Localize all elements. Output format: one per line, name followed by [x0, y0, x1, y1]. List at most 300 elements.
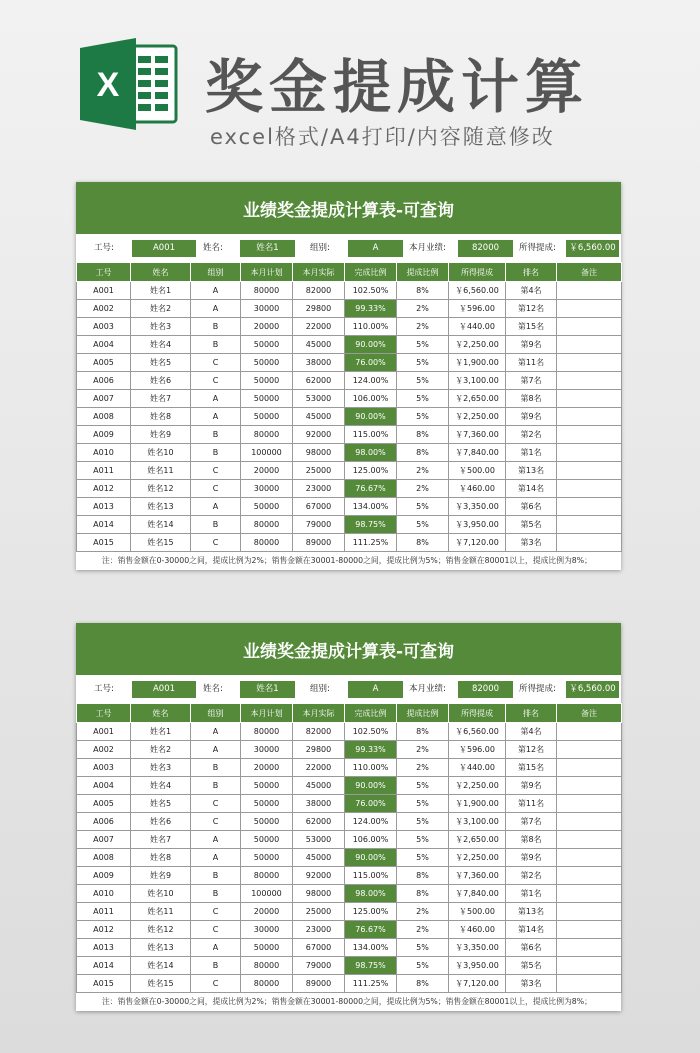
column-header: 完成比例 — [345, 263, 397, 282]
table-cell — [557, 867, 622, 885]
table-cell: 姓名15 — [131, 534, 191, 552]
table-cell: 67000 — [293, 498, 345, 516]
table-cell: A — [191, 300, 241, 318]
query-name-value: 姓名1 — [240, 681, 295, 698]
table-cell: 53000 — [293, 390, 345, 408]
table-cell: 50000 — [241, 795, 293, 813]
table-cell: 5% — [397, 498, 449, 516]
table-cell: 89000 — [293, 534, 345, 552]
table-cell: 50000 — [241, 849, 293, 867]
table-cell: 98000 — [293, 444, 345, 462]
table-cell: 76.67% — [345, 921, 397, 939]
table-row — [77, 498, 622, 516]
table-cell: A — [191, 723, 241, 741]
query-bonus-value: ￥6,560.00 — [566, 681, 619, 698]
table-cell: 5% — [397, 939, 449, 957]
table-header-row — [77, 704, 622, 723]
table-cell: 90.00% — [345, 777, 397, 795]
table-cell — [557, 534, 622, 552]
table-row — [77, 408, 622, 426]
column-header: 提成比例 — [397, 704, 449, 723]
table-cell — [557, 885, 622, 903]
table-cell — [557, 282, 622, 300]
table-row — [77, 444, 622, 462]
table-cell: 53000 — [293, 831, 345, 849]
table-cell: ￥2,250.00 — [449, 849, 506, 867]
table-cell: A008 — [77, 849, 131, 867]
table-cell: A013 — [77, 939, 131, 957]
column-header: 所得提成 — [449, 704, 506, 723]
table-cell: 第11名 — [506, 354, 557, 372]
column-header: 姓名 — [131, 704, 191, 723]
table-cell: 第1名 — [506, 444, 557, 462]
table-cell: 82000 — [293, 723, 345, 741]
table-cell: 23000 — [293, 921, 345, 939]
table-cell — [557, 939, 622, 957]
table-cell: A009 — [77, 867, 131, 885]
table-cell: ￥1,900.00 — [449, 354, 506, 372]
table-cell: 第15名 — [506, 759, 557, 777]
table-cell: 2% — [397, 300, 449, 318]
table-cell: 106.00% — [345, 831, 397, 849]
table-cell: ￥460.00 — [449, 480, 506, 498]
table-cell: 第3名 — [506, 975, 557, 993]
sheet-title: 业绩奖金提成计算表-可查询 — [76, 623, 621, 675]
table-cell: 90.00% — [345, 849, 397, 867]
table-cell: 第9名 — [506, 408, 557, 426]
commission-note: 注：销售金额在0-30000之间，提成比例为2%；销售金额在30001-80000之间，提成比例为5%；销售金额在80001以上，提成比例为8%； — [102, 997, 592, 1006]
table-cell: B — [191, 759, 241, 777]
table-cell: A002 — [77, 300, 131, 318]
table-cell: B — [191, 777, 241, 795]
table-cell: A012 — [77, 921, 131, 939]
table-cell: 29800 — [293, 741, 345, 759]
table-cell — [557, 903, 622, 921]
table-cell: 姓名2 — [131, 300, 191, 318]
table-cell: 第12名 — [506, 741, 557, 759]
table-cell: 50000 — [241, 354, 293, 372]
table-cell: A011 — [77, 462, 131, 480]
table-cell: 第13名 — [506, 462, 557, 480]
table-row — [77, 795, 622, 813]
table-cell: 第1名 — [506, 885, 557, 903]
table-cell: 45000 — [293, 336, 345, 354]
table-cell: 第2名 — [506, 867, 557, 885]
page-title: 奖金提成计算 — [205, 53, 590, 121]
table-cell: 5% — [397, 408, 449, 426]
query-sales-value: 82000 — [458, 681, 513, 698]
table-cell: 79000 — [293, 516, 345, 534]
table-cell: 125.00% — [345, 903, 397, 921]
table-row — [77, 462, 622, 480]
table-cell: 50000 — [241, 777, 293, 795]
table-cell: C — [191, 534, 241, 552]
table-cell: 姓名10 — [131, 444, 191, 462]
table-cell: 124.00% — [345, 813, 397, 831]
table-cell: C — [191, 372, 241, 390]
table-cell — [557, 426, 622, 444]
table-cell: 115.00% — [345, 867, 397, 885]
table-cell: ￥596.00 — [449, 741, 506, 759]
table-cell: 姓名8 — [131, 849, 191, 867]
table-row — [77, 516, 622, 534]
table-cell: 姓名9 — [131, 426, 191, 444]
table-cell: 100000 — [241, 444, 293, 462]
column-header: 本月计划 — [241, 263, 293, 282]
sheet-title: 业绩奖金提成计算表-可查询 — [76, 182, 621, 234]
table-cell: 50000 — [241, 939, 293, 957]
table-cell — [557, 390, 622, 408]
table-cell — [557, 480, 622, 498]
table-cell: ￥2,250.00 — [449, 408, 506, 426]
table-row — [77, 831, 622, 849]
table-cell: 姓名11 — [131, 462, 191, 480]
page-header — [0, 0, 700, 175]
table-cell: A006 — [77, 813, 131, 831]
query-id-label: 工号: — [94, 243, 114, 253]
table-cell: A004 — [77, 777, 131, 795]
table-cell: ￥3,950.00 — [449, 957, 506, 975]
page-subtitle: excel格式/A4打印/内容随意修改 — [210, 125, 555, 149]
query-id-value[interactable]: A001 — [132, 681, 196, 698]
table-cell: 5% — [397, 777, 449, 795]
table-cell: C — [191, 462, 241, 480]
table-cell: 第2名 — [506, 426, 557, 444]
table-cell: 38000 — [293, 354, 345, 372]
table-cell — [557, 444, 622, 462]
table-cell: 98000 — [293, 885, 345, 903]
table-cell: 80000 — [241, 534, 293, 552]
table-cell: ￥2,650.00 — [449, 390, 506, 408]
column-header: 本月实际 — [293, 704, 345, 723]
table-cell: 5% — [397, 354, 449, 372]
table-cell — [557, 354, 622, 372]
table-row — [77, 741, 622, 759]
table-cell: 姓名6 — [131, 813, 191, 831]
table-row — [77, 903, 622, 921]
table-cell: 2% — [397, 318, 449, 336]
table-cell: A — [191, 849, 241, 867]
table-cell: 30000 — [241, 741, 293, 759]
table-cell: 90.00% — [345, 408, 397, 426]
table-cell: A005 — [77, 795, 131, 813]
table-row — [77, 336, 622, 354]
table-cell: B — [191, 336, 241, 354]
table-cell: 2% — [397, 480, 449, 498]
table-cell: 80000 — [241, 975, 293, 993]
table-row — [77, 759, 622, 777]
table-cell: 45000 — [293, 849, 345, 867]
table-cell: 80000 — [241, 282, 293, 300]
column-header: 排名 — [506, 263, 557, 282]
table-cell: 姓名14 — [131, 957, 191, 975]
table-cell: 76.67% — [345, 480, 397, 498]
table-cell: 30000 — [241, 480, 293, 498]
table-cell: 第3名 — [506, 534, 557, 552]
table-cell: 第9名 — [506, 777, 557, 795]
table-cell: 第7名 — [506, 813, 557, 831]
table-cell: ￥3,950.00 — [449, 516, 506, 534]
table-cell: 8% — [397, 426, 449, 444]
table-cell — [557, 921, 622, 939]
table-cell: A003 — [77, 318, 131, 336]
table-row — [77, 390, 622, 408]
table-cell: 第5名 — [506, 957, 557, 975]
query-group-value: A — [348, 681, 403, 698]
query-bonus-label: 所得提成: — [519, 243, 556, 253]
table-cell: 92000 — [293, 426, 345, 444]
column-header: 本月计划 — [241, 704, 293, 723]
column-header: 备注 — [557, 704, 622, 723]
column-header: 组别 — [191, 263, 241, 282]
table-cell: A002 — [77, 741, 131, 759]
bonus-sheet-2 — [76, 623, 621, 1011]
table-cell — [557, 300, 622, 318]
table-cell: 姓名7 — [131, 390, 191, 408]
table-cell: A010 — [77, 885, 131, 903]
table-cell: 8% — [397, 867, 449, 885]
table-cell — [557, 795, 622, 813]
table-cell: 姓名12 — [131, 921, 191, 939]
table-cell: 2% — [397, 741, 449, 759]
table-cell: 姓名4 — [131, 336, 191, 354]
table-cell: 80000 — [241, 723, 293, 741]
table-cell: 第9名 — [506, 336, 557, 354]
table-cell: ￥440.00 — [449, 759, 506, 777]
table-cell: 80000 — [241, 516, 293, 534]
table-cell: 62000 — [293, 372, 345, 390]
table-cell: 姓名1 — [131, 723, 191, 741]
table-cell: 29800 — [293, 300, 345, 318]
table-cell: ￥7,120.00 — [449, 975, 506, 993]
table-cell: 第13名 — [506, 903, 557, 921]
table-cell: 第5名 — [506, 516, 557, 534]
table-cell: 8% — [397, 723, 449, 741]
table-cell: 80000 — [241, 426, 293, 444]
table-cell: 8% — [397, 885, 449, 903]
table-cell: 20000 — [241, 318, 293, 336]
table-cell — [557, 498, 622, 516]
table-cell: 2% — [397, 921, 449, 939]
table-cell — [557, 462, 622, 480]
table-cell: 5% — [397, 957, 449, 975]
table-cell: 姓名5 — [131, 354, 191, 372]
table-cell: A007 — [77, 831, 131, 849]
table-cell: A014 — [77, 516, 131, 534]
table-cell: 第9名 — [506, 849, 557, 867]
table-cell: A015 — [77, 975, 131, 993]
query-sales-label: 本月业绩: — [409, 243, 446, 253]
excel-logo-letter: X — [96, 66, 120, 104]
table-cell: A001 — [77, 282, 131, 300]
table-cell: 99.33% — [345, 741, 397, 759]
table-cell: ￥7,840.00 — [449, 444, 506, 462]
bonus-sheet-1 — [76, 182, 621, 570]
table-cell: ￥596.00 — [449, 300, 506, 318]
table-cell: 50000 — [241, 498, 293, 516]
table-cell: ￥7,360.00 — [449, 426, 506, 444]
table-cell: A008 — [77, 408, 131, 426]
table-cell: A — [191, 408, 241, 426]
table-row — [77, 282, 622, 300]
table-cell: 50000 — [241, 372, 293, 390]
table-cell: 2% — [397, 903, 449, 921]
table-cell: 23000 — [293, 480, 345, 498]
table-cell: 22000 — [293, 318, 345, 336]
table-cell: 8% — [397, 975, 449, 993]
table-cell: 姓名4 — [131, 777, 191, 795]
table-cell: ￥7,120.00 — [449, 534, 506, 552]
table-cell: C — [191, 813, 241, 831]
table-cell: 50000 — [241, 336, 293, 354]
query-group-value: A — [348, 240, 403, 257]
table-cell: A014 — [77, 957, 131, 975]
table-cell: 姓名15 — [131, 975, 191, 993]
table-cell: 姓名7 — [131, 831, 191, 849]
table-cell: 134.00% — [345, 498, 397, 516]
table-cell — [557, 777, 622, 795]
table-cell: A — [191, 741, 241, 759]
table-cell: 62000 — [293, 813, 345, 831]
query-bonus-label: 所得提成: — [519, 684, 556, 694]
table-cell: A — [191, 939, 241, 957]
table-cell: A015 — [77, 534, 131, 552]
table-cell: 67000 — [293, 939, 345, 957]
query-group-label: 组别: — [310, 684, 330, 694]
query-row — [76, 675, 621, 703]
bonus-table — [76, 703, 622, 993]
column-header: 排名 — [506, 704, 557, 723]
table-cell: 姓名12 — [131, 480, 191, 498]
table-cell: 111.25% — [345, 975, 397, 993]
table-cell: 姓名2 — [131, 741, 191, 759]
table-cell: 102.50% — [345, 723, 397, 741]
table-cell: 第4名 — [506, 282, 557, 300]
table-cell: 80000 — [241, 867, 293, 885]
table-cell: ￥3,100.00 — [449, 372, 506, 390]
table-cell: 姓名3 — [131, 759, 191, 777]
table-cell: 45000 — [293, 777, 345, 795]
table-cell: 125.00% — [345, 462, 397, 480]
table-cell: C — [191, 975, 241, 993]
table-cell: A006 — [77, 372, 131, 390]
column-header: 本月实际 — [293, 263, 345, 282]
table-cell: 82000 — [293, 282, 345, 300]
table-cell: C — [191, 921, 241, 939]
query-id-value[interactable]: A001 — [132, 240, 196, 257]
table-cell: 姓名6 — [131, 372, 191, 390]
table-cell: ￥500.00 — [449, 903, 506, 921]
table-cell: ￥3,100.00 — [449, 813, 506, 831]
table-cell: A009 — [77, 426, 131, 444]
table-cell: B — [191, 318, 241, 336]
table-row — [77, 354, 622, 372]
table-cell: ￥440.00 — [449, 318, 506, 336]
table-cell: 姓名8 — [131, 408, 191, 426]
table-row — [77, 813, 622, 831]
table-cell: 姓名1 — [131, 282, 191, 300]
table-cell: C — [191, 354, 241, 372]
table-cell: ￥7,360.00 — [449, 867, 506, 885]
table-cell: 38000 — [293, 795, 345, 813]
table-cell: 99.33% — [345, 300, 397, 318]
table-row — [77, 885, 622, 903]
table-cell: 50000 — [241, 390, 293, 408]
table-cell: 第7名 — [506, 372, 557, 390]
query-group-label: 组别: — [310, 243, 330, 253]
table-cell: 姓名3 — [131, 318, 191, 336]
table-cell: ￥6,560.00 — [449, 282, 506, 300]
table-cell: ￥7,840.00 — [449, 885, 506, 903]
table-cell: ￥3,350.00 — [449, 498, 506, 516]
table-cell — [557, 849, 622, 867]
table-cell: 第6名 — [506, 498, 557, 516]
table-cell: ￥2,650.00 — [449, 831, 506, 849]
table-cell: 第11名 — [506, 795, 557, 813]
table-cell: B — [191, 885, 241, 903]
excel-icon — [80, 38, 180, 130]
table-cell: 22000 — [293, 759, 345, 777]
table-cell: 98.00% — [345, 885, 397, 903]
table-cell: 106.00% — [345, 390, 397, 408]
table-row — [77, 318, 622, 336]
table-cell: 102.50% — [345, 282, 397, 300]
query-sales-value: 82000 — [458, 240, 513, 257]
table-cell: B — [191, 957, 241, 975]
column-header: 提成比例 — [397, 263, 449, 282]
table-cell: ￥2,250.00 — [449, 777, 506, 795]
table-row — [77, 939, 622, 957]
table-cell: 第8名 — [506, 390, 557, 408]
table-cell — [557, 408, 622, 426]
table-cell: 8% — [397, 534, 449, 552]
table-cell: A004 — [77, 336, 131, 354]
column-header: 姓名 — [131, 263, 191, 282]
table-cell: 20000 — [241, 903, 293, 921]
table-cell: 2% — [397, 462, 449, 480]
table-cell: A — [191, 390, 241, 408]
table-cell: 姓名13 — [131, 498, 191, 516]
table-cell — [557, 318, 622, 336]
table-cell: ￥2,250.00 — [449, 336, 506, 354]
query-name-value: 姓名1 — [240, 240, 295, 257]
table-cell: 第14名 — [506, 921, 557, 939]
table-cell: 姓名13 — [131, 939, 191, 957]
table-cell: B — [191, 426, 241, 444]
table-row — [77, 867, 622, 885]
table-cell — [557, 813, 622, 831]
table-cell: B — [191, 867, 241, 885]
table-cell — [557, 831, 622, 849]
table-cell: 5% — [397, 336, 449, 354]
table-cell: 115.00% — [345, 426, 397, 444]
table-cell — [557, 372, 622, 390]
table-cell: 30000 — [241, 921, 293, 939]
table-cell: 92000 — [293, 867, 345, 885]
table-cell: ￥460.00 — [449, 921, 506, 939]
table-cell: A001 — [77, 723, 131, 741]
query-row — [76, 234, 621, 262]
table-cell: A012 — [77, 480, 131, 498]
table-cell — [557, 975, 622, 993]
query-sales-label: 本月业绩: — [409, 684, 446, 694]
query-name-label: 姓名: — [203, 684, 223, 694]
table-cell: 姓名5 — [131, 795, 191, 813]
column-header: 备注 — [557, 263, 622, 282]
table-cell: C — [191, 903, 241, 921]
column-header: 组别 — [191, 704, 241, 723]
column-header: 工号 — [77, 704, 131, 723]
